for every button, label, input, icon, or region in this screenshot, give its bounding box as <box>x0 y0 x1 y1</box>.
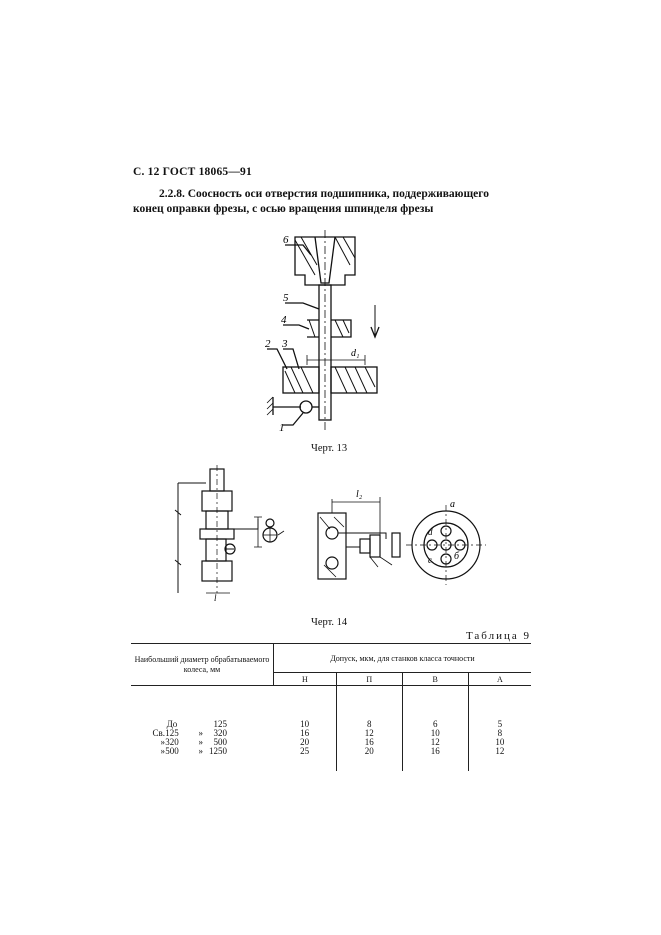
tolerance-table <box>131 643 531 771</box>
table-class-a: А <box>468 673 531 686</box>
cell-v: 12 <box>402 738 468 747</box>
cell-a: 10 <box>468 738 531 747</box>
table-title: Таблица 9 <box>465 630 531 642</box>
row-prefix: » <box>160 746 165 756</box>
dial-indicator-icon <box>300 401 312 413</box>
figure-14-caption: Черт. 14 <box>311 617 348 628</box>
table-class-p: П <box>336 673 402 686</box>
clause-line-1: 2.2.8. Соосность оси отверстия подшипника, поддерживающего <box>159 188 489 200</box>
row-to: 125 <box>213 719 227 729</box>
cell-a: 8 <box>468 729 531 738</box>
table-row <box>131 720 531 729</box>
cell-a: 12 <box>468 747 531 771</box>
table-class-h: Н <box>274 673 337 686</box>
figure-13-drawing <box>255 225 405 440</box>
cell-a: 5 <box>468 720 531 729</box>
cell-h: 10 <box>300 719 310 729</box>
spindle-outline <box>295 237 355 285</box>
row-from: 125 <box>165 728 179 738</box>
row-from: До <box>166 719 178 729</box>
fig13-label-2: 2 <box>265 338 271 350</box>
cell-h: 16 <box>300 728 310 738</box>
row-from: 500 <box>165 746 179 756</box>
fig13-label-1: 1 <box>279 422 285 434</box>
spindle-taper <box>315 237 335 283</box>
row-sep: » <box>198 746 203 756</box>
fig13-label-3: 3 <box>282 338 288 350</box>
row-prefix: » <box>160 737 165 747</box>
fig14-label-c: с <box>428 555 432 565</box>
row-from: 320 <box>165 737 179 747</box>
bearing-right <box>331 367 377 393</box>
cell-p: 16 <box>336 738 402 747</box>
fig14-label-a: a <box>450 499 455 510</box>
cell-v: 10 <box>402 729 468 738</box>
fig13-label-5: 5 <box>283 292 289 304</box>
table-group-header: Допуск, мкм, для станков класса точности <box>274 644 532 673</box>
table-class-v: В <box>402 673 468 686</box>
row-sep: » <box>198 737 203 747</box>
table-col-diameter-header: Наибольший диаметр обрабатываемого колеса, мм <box>131 644 274 686</box>
fig14-label-b: б <box>454 551 460 562</box>
row-to: 320 <box>213 728 227 738</box>
figure-14-drawing <box>170 465 500 605</box>
cell-h: 20 <box>300 737 310 747</box>
row-prefix: Св. <box>152 728 165 738</box>
cell-p: 8 <box>336 720 402 729</box>
fig14-label-d: d <box>428 527 433 537</box>
cell-p: 20 <box>336 747 402 771</box>
table-row <box>131 729 531 738</box>
clause-line-2: конец оправки фрезы, с осью вращения шпинделя фрезы <box>133 203 434 215</box>
figure-13-caption: Черт. 13 <box>311 443 348 454</box>
row-sep: » <box>198 728 203 738</box>
fig14-label-l: l <box>214 593 217 603</box>
fig14-label-l2: l₂ <box>356 489 363 500</box>
table-row <box>131 747 531 771</box>
fig13-label-4: 4 <box>281 314 287 326</box>
fig13-label-6: 6 <box>283 234 289 246</box>
row-to: 1250 <box>209 746 227 756</box>
cell-v: 16 <box>402 747 468 771</box>
cell-h: 25 <box>300 746 310 756</box>
table-row <box>131 738 531 747</box>
page-header: С. 12 ГОСТ 18065—91 <box>133 166 252 178</box>
cell-v: 6 <box>402 720 468 729</box>
row-to: 500 <box>213 737 227 747</box>
fig13-dim-d1: d₁ <box>351 348 360 359</box>
clause-2-2-8 <box>133 187 523 217</box>
fig14-dial-icon <box>266 519 274 527</box>
cell-p: 12 <box>336 729 402 738</box>
